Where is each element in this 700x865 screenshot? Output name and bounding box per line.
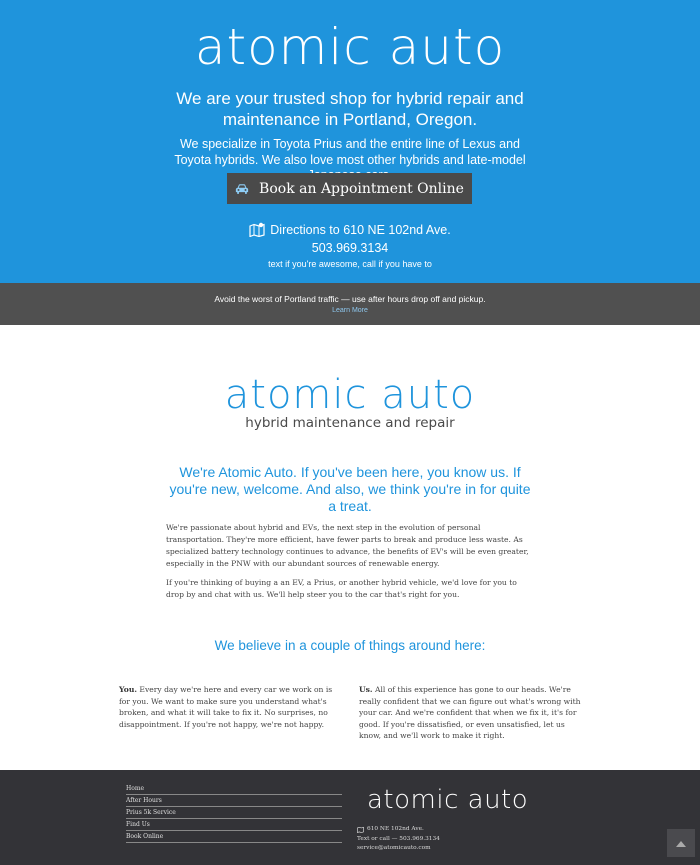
hero-headline: We are your trusted shop for hybrid repair and maintenance in Portland, Oregon. xyxy=(176,89,524,129)
notice-text: Avoid the worst of Portland traffic — use after hours drop off and pickup. xyxy=(214,294,486,304)
footer-nav-find-us[interactable]: Find Us xyxy=(126,819,342,831)
footer xyxy=(0,770,700,865)
main-logo: atomic auto xyxy=(224,372,476,418)
after-hours-notice xyxy=(0,283,700,325)
footer-nav xyxy=(126,783,342,843)
footer-nav-home[interactable]: Home xyxy=(126,783,342,795)
beliefs-heading: We believe in a couple of things around here: xyxy=(214,638,486,653)
belief-us-lead: Us. xyxy=(359,685,373,694)
scroll-to-top-button[interactable] xyxy=(667,829,695,857)
hero-section xyxy=(0,0,700,283)
map-icon xyxy=(357,826,364,833)
footer-contact xyxy=(357,825,440,854)
text-note: text if you're awesome, call if you have to xyxy=(268,259,432,269)
footer-nav-book-online[interactable]: Book Online xyxy=(126,831,342,843)
learn-more-link[interactable]: Learn More xyxy=(332,307,368,314)
intro-heading: We're Atomic Auto. If you've been here, you know us. If you're new, welcome. And also, we think you're in for quite a treat. xyxy=(169,464,531,514)
belief-us xyxy=(359,684,581,742)
hero-subtext: We specialize in Toyota Prius and the entire line of Lexus and Toyota hybrids. We also love most other hybrids and late-model xyxy=(174,137,526,167)
phone-number[interactable]: 503.969.3134 xyxy=(311,241,389,255)
main-tagline: hybrid maintenance and repair xyxy=(245,415,455,431)
book-appointment-label: Book an Appointment Online xyxy=(259,180,464,197)
map-icon xyxy=(249,222,265,237)
intro-paragraph-1: We're passionate about hybrid and EVs, the next step in the evolution of personal transportation. They're more efficient, have fewer parts to break and produce less waste. As specialized battery technology continues to advance, the benefits of EV's will be even greater, especially in the PNW with our abundant sources of renewable energy. xyxy=(166,523,529,568)
footer-logo: atomic auto xyxy=(367,785,529,815)
belief-us-text: All of this experience has gone to our heads. We're really confident that we can figure out what's wrong with your car. And we're confident that when we fix it, it's for good. If you're dissatisfied, or even unsatisfied, let us know, and we'll work to make it right. xyxy=(359,685,581,740)
footer-address[interactable]: 610 NE 102nd Ave. xyxy=(367,826,424,832)
belief-you xyxy=(119,684,341,730)
footer-nav-after-hours[interactable]: After Hours xyxy=(126,795,342,807)
footer-phone[interactable]: Text or call — 503.969.3134 xyxy=(357,835,440,842)
footer-email[interactable]: service@atomicauto.com xyxy=(357,845,431,851)
footer-nav-prius-service[interactable]: Prius 5k Service xyxy=(126,807,342,819)
directions-label: Directions to 610 NE 102nd Ave. xyxy=(270,222,451,237)
chevron-up-icon xyxy=(676,840,686,847)
belief-you-text: Every day we're here and every car we work on is for you. We want to make sure you understand what's broken, and what it will take to fix it. No surprises, no disappointment. If you're not happy, we're not happy. xyxy=(119,685,333,729)
intro-paragraph-2: If you're thinking of buying a an EV, a Prius, or another hybrid vehicle, we'd love for you to drop by and chat with us. We'll help steer you to the car that's right for you. xyxy=(166,578,517,599)
car-icon xyxy=(235,183,249,195)
directions-link[interactable] xyxy=(0,222,700,237)
book-appointment-button[interactable] xyxy=(227,173,472,204)
belief-you-lead: You. xyxy=(119,685,137,694)
hero-logo[interactable]: atomic auto xyxy=(194,18,506,76)
